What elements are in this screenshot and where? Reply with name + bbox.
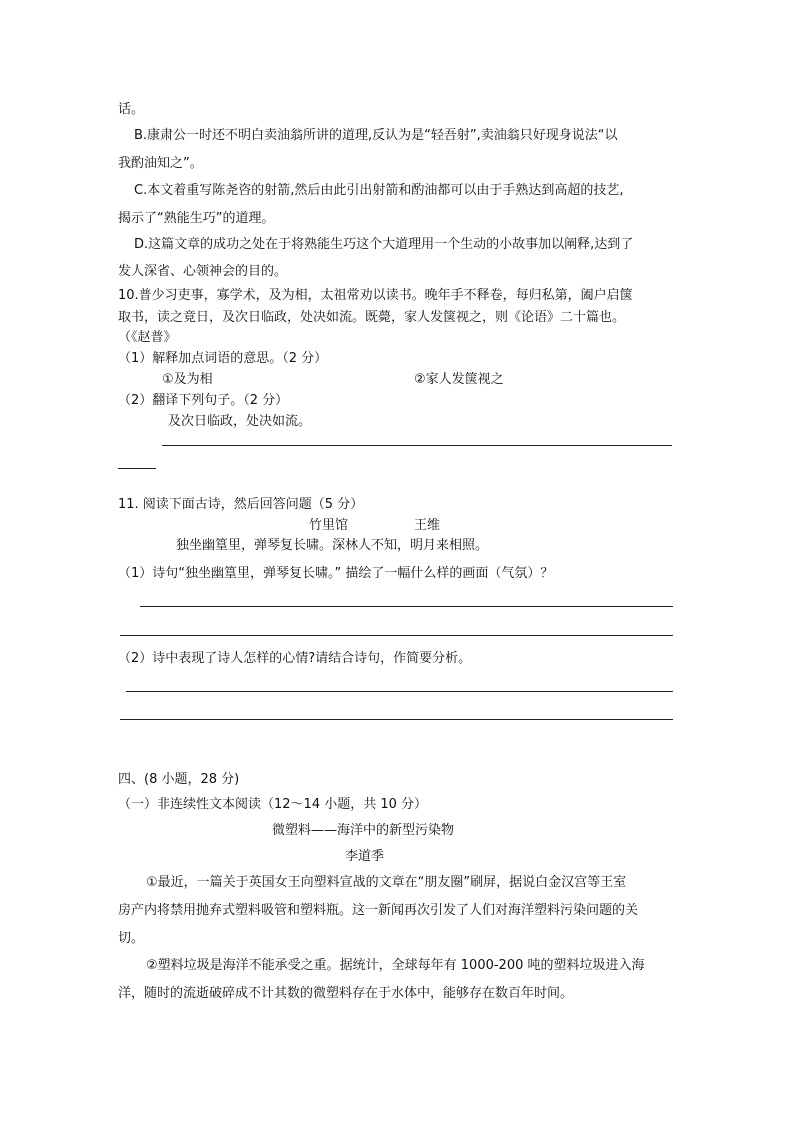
option-b-line1: B.康肃公一时还不明白卖油翁所讲的道理,反认为是“轻吾射”,卖油翁只好现身说法“以 (134, 128, 618, 143)
article-title: 微塑料——海洋中的新型污染物 (272, 823, 455, 838)
paragraph2-line1: ②塑料垃圾是海洋不能承受之重。据统计，全球每年有 1000-200 吨的塑料垃圾进入海 (146, 958, 645, 973)
poem-text: 独坐幽篁里，弹琴复长啸。深林人不知，明月来相照。 (176, 538, 489, 553)
q11-sub2-answer-line2[interactable] (120, 719, 673, 720)
q10-answer-line[interactable] (162, 445, 672, 446)
option-b-line2: 我酌油知之”。 (118, 156, 203, 171)
option-d-line2: 发人深省、心领神会的目的。 (118, 264, 288, 279)
q10-sub1: （1）解释加点词语的意思。（2 分） (118, 351, 328, 366)
q11-sub1-answer-line2[interactable] (120, 635, 673, 636)
option-c-line2: 揭示了“熟能生巧”的道理。 (118, 211, 275, 226)
q10-sub1-item2: ②家人发箧视之 (414, 372, 504, 387)
q11-sub1: （1）诗句“独坐幽篁里，弹琴复长啸。” 描绘了一幅什么样的画面（气氛）？ (118, 566, 554, 581)
paragraph1-line3: 切。 (118, 931, 145, 946)
q10-source: （《赵普》 (118, 330, 177, 345)
q11-sub1-answer-line1[interactable] (140, 606, 673, 607)
q10-sub2: （2）翻译下列句子。（2 分） (118, 393, 289, 408)
option-a-tail: 话。 (118, 102, 145, 117)
article-author: 李道季 (345, 849, 385, 864)
option-d-line1: D.这篇文章的成功之处在于将熟能生巧这个大道理用一个生动的小故事加以阐释,达到了 (134, 237, 634, 252)
paragraph2-line2: 洋，随时的流逝破碎成不计其数的微塑料存在于水体中，能够存在数百年时间。 (118, 986, 574, 1001)
paragraph1-line2: 房产内将禁用抛弃式塑料吸管和塑料瓶。这一新闻再次引发了人们对海洋塑料污染问题的关 (118, 903, 639, 918)
option-c-line1: C.本文着重写陈尧咨的射箭,然后由此引出射箭和酌油都可以由于手熟达到高超的技艺, (134, 183, 624, 198)
q11-sub2-answer-line1[interactable] (126, 691, 673, 692)
section4-part1: （一）非连续性文本阅读（12～14 小题，共 10 分） (118, 797, 428, 812)
q10-sub2-sentence: 及次日临政，处决如流。 (168, 414, 312, 429)
poem-title: 竹里馆 (309, 518, 349, 533)
q11-sub2: （2）诗中表现了诗人怎样的心情?请结合诗句，作简要分析。 (118, 651, 472, 666)
poem-author: 王维 (414, 518, 441, 533)
q10-passage-line2: 取书，读之竟日，及次日临政，处决如流。既薨，家人发箧视之，则《论语》二十篇也。 (118, 310, 626, 325)
q10-answer-line-tail[interactable] (118, 468, 156, 469)
paragraph1-line1: ①最近，一篇关于英国女王向塑料宣战的文章在“朋友圈”刷屏，据说白金汉宫等王室 (146, 875, 627, 890)
q10-sub1-item1: ①及为相 (162, 372, 213, 387)
section4-heading: 四、(8 小题，28 分) (118, 772, 240, 787)
q10-passage-line1: 10.普少习吏事，寡学术，及为相，太祖常劝以读书。晚年手不释卷，每归私第，阖户启箧 (118, 288, 633, 303)
q11-prompt: 11. 阅读下面古诗，然后回答问题（5 分） (118, 497, 364, 512)
